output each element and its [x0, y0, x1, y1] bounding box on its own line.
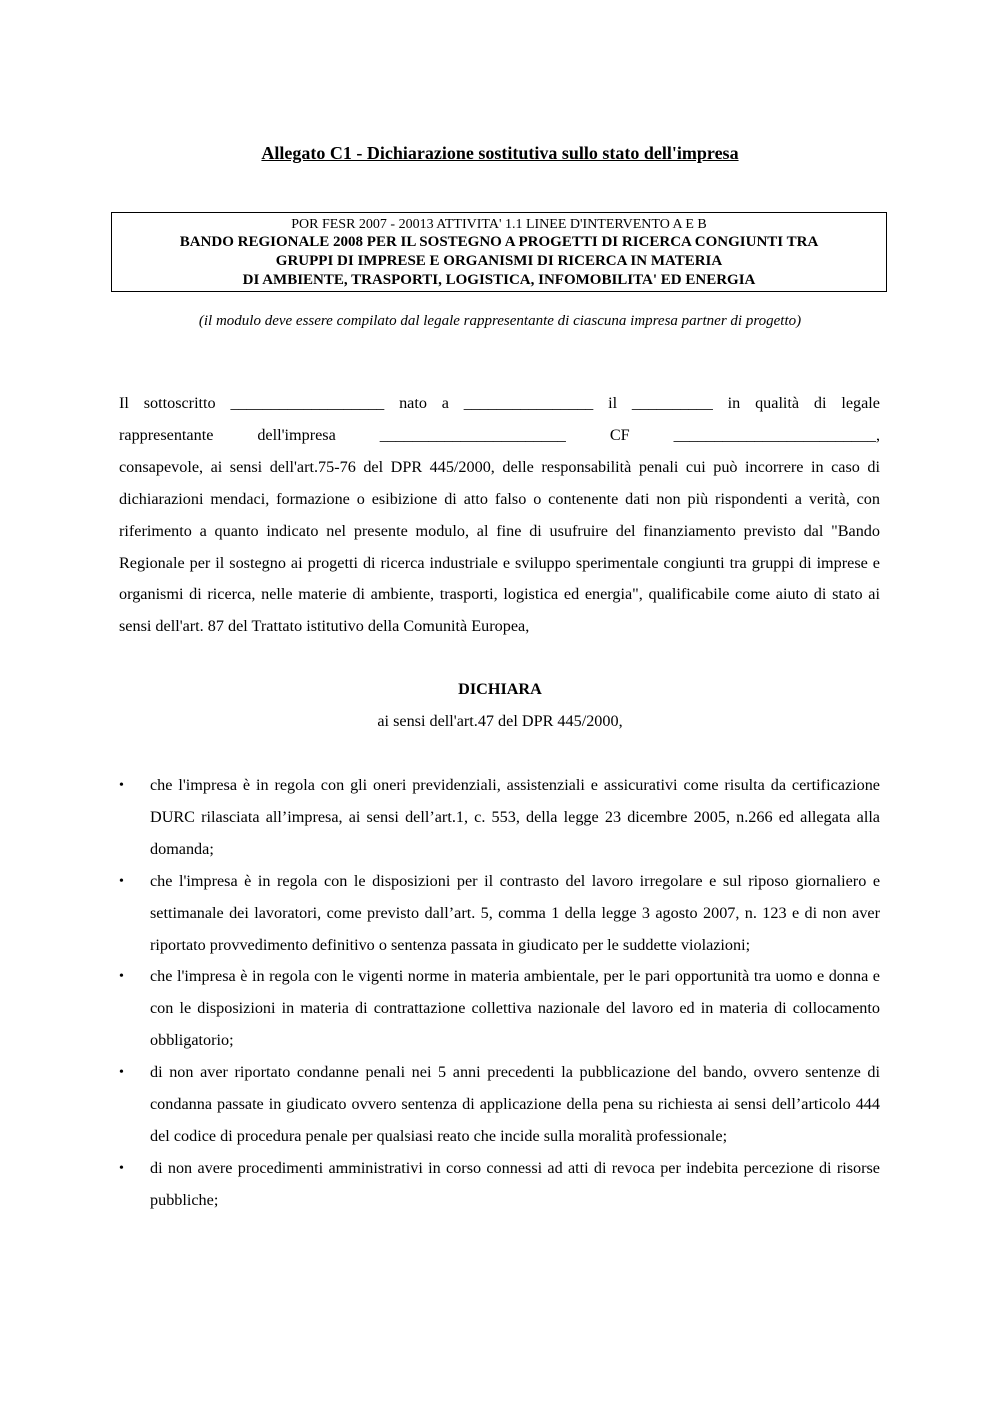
header-program-line: POR FESR 2007 - 20013 ATTIVITA' 1.1 LINEE D'INTERVENTO A E B [291, 217, 707, 232]
intro-line-sottoscritto: Il sottoscritto ___________________ nato a ________________ il __________ in qualità di legale [119, 394, 880, 412]
instruction-note: (il modulo deve essere compilato dal legale rappresentante di ciascuna impresa partner di progetto) [198, 313, 802, 329]
list-item-text: di non aver riportato condanne penali nei 5 anni precedenti la pubblicazione del bando, ovvero sentenze di condanna passate in giudicato ovvero sentenza di applicazione della pena su richiesta ai sensi dell’articolo 444 del codice di procedura penale per qualsiasi reato che incide sulla moralità professionale; [150, 1063, 880, 1145]
declaration-list [119, 770, 880, 1217]
list-item-text: che l'impresa è in regola con le vigenti norme in materia ambientale, per le pari opportunità tra uomo e donna e con le disposizioni in materia di contrattazione collettiva nazionale del lavoro ed in materia di collocamento obbligatorio; [150, 967, 880, 1050]
header-ambiente-line: DI AMBIENTE, TRASPORTI, LOGISTICA, INFOMOBILITA' ED ENERGIA [242, 272, 756, 288]
bullet-icon: • [119, 1065, 124, 1081]
list-item [119, 1057, 880, 1153]
bullet-icon: • [119, 778, 124, 793]
intro-paragraph [119, 388, 880, 643]
bullet-icon: • [119, 969, 124, 985]
page-title: Allegato C1 - Dichiarazione sostitutiva sullo stato dell'impresa [261, 143, 739, 163]
list-item-text: che l'impresa è in regola con le disposizioni per il contrasto del lavoro irregolare e sul riposo giornaliero e settimanale dei lavoratori, come previsto dall’art. 5, comma 1 della legge 3 agosto 2007, n. 123 e di non aver riportato provvedimento definitivo o sentenza passata in giudicato per le suddette violazioni; [150, 871, 880, 954]
list-item [119, 1153, 880, 1217]
declare-subheading: ai sensi dell'art.47 del DPR 445/2000, [377, 712, 623, 730]
header-gruppi-line: GRUPPI DI IMPRESE E ORGANISMI DI RICERCA IN MATERIA [275, 253, 723, 269]
declare-heading: DICHIARA [458, 680, 542, 698]
intro-line-rappresentante: rappresentante dell'impresa _______________________ CF _________________________, [119, 425, 880, 444]
list-item [119, 866, 880, 962]
header-bando-line: BANDO REGIONALE 2008 PER IL SOSTEGNO A PROGETTI DI RICERCA CONGIUNTI TRA [179, 234, 819, 250]
list-item-text: di non avere procedimenti amministrativi in corso connessi ad atti di revoca per indebita percezione di risorse pubbliche; [150, 1158, 880, 1209]
list-item [119, 961, 880, 1057]
header-box [111, 212, 887, 292]
intro-line-consapevole: consapevole, ai sensi dell'art.75-76 del DPR 445/2000, delle responsabilità penali cui può incorrere in caso di dichiarazioni mendaci, formazione o esibizione di atto falso o contenente dati non più rispondenti a verità, con riferimento a quanto indicato nel presente modulo, al fine di usufruire del finanziamento previsto dal "Bando Regionale per il sostegno ai progetti di ricerca industriale e sviluppo sperimentale congiunti tra gruppi di imprese e organismi di ricerca, nelle materie di ambiente, trasporti, logistica ed energia", qualificabile come aiuto di stato ai sensi dell'art. 87 del Trattato istitutivo della Comunità Europea, [119, 457, 880, 636]
list-item [119, 770, 880, 866]
bullet-icon: • [119, 1160, 124, 1176]
list-item-text: che l'impresa è in regola con gli oneri previdenziali, assistenziali e assicurativi come risulta da certificazione DURC rilasciata all’impresa, ai sensi dell’art.1, c. 553, della legge 23 dicembre 2005, n.266 ed allegata alla domanda; [150, 776, 880, 858]
bullet-icon: • [119, 873, 124, 889]
